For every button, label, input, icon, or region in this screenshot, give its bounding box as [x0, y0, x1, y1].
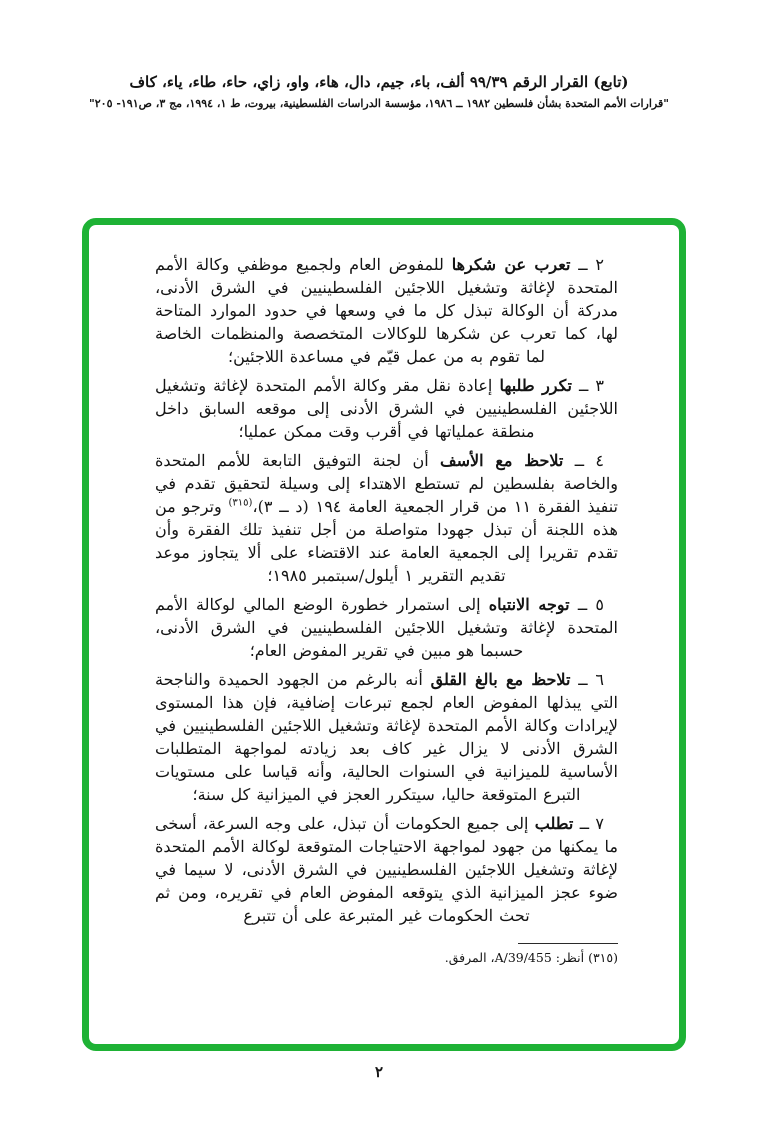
paragraph-number: ٤ ــ: [563, 451, 605, 470]
footnote-body: أنظر: A/39/455، المرفق.: [444, 950, 589, 965]
page-number: ٢: [374, 1063, 384, 1081]
paragraph-text: إلى جميع الحكومات أن تبذل، على وجه السرعة، أسخى ما يمكنها من جهود لمواجهة الاحتياجات المتوقعة لوكالة الأمم المتحدة لإغاثة وتشغيل اللاجئين الفلسطينيين في الشرق الأدنى، لا سيما في ضوء عجز الميزانية الذي يتوقعه المفوض العام في تقريره، ومن ثم تحث الحكومات غير المتبرعة على أن تتبرع: [155, 814, 619, 925]
footnote-marker: (٣١٥): [588, 950, 618, 965]
resolution-title: (تابع) القرار الرقم ٩٩/٣٩ ألف، باء، جيم، دال، هاء، واو، زاي، حاء، طاء، ياء، كاف: [129, 73, 629, 91]
paragraph-text: إعادة نقل مقر وكالة الأمم المتحدة لإغاثة وتشغيل اللاجئين الفلسطينيين في الشرق الأدنى إلى موقعه السابق داخل منطقة عملياتها في أقرب وقت ممكن عمليا؛: [155, 376, 618, 441]
paragraph-lead: تلاحظ مع الأسف: [440, 451, 564, 470]
paragraph-4: [155, 449, 618, 587]
paragraph-7: [155, 812, 618, 927]
paragraph-lead: تلاحظ مع بالغ القلق: [430, 670, 571, 689]
footnote-divider: [518, 943, 618, 944]
document-page: [0, 70, 758, 1148]
citation-line: "قرارات الأمم المتحدة بشأن فلسطين ١٩٨٢ ــ ١٩٨٦، مؤسسة الدراسات الفلسطينية، بيروت، ط ١، ١٩٩٤، مج ٣، ص١٩١- ٢٠٥": [89, 97, 669, 110]
page-header: [0, 70, 758, 114]
paragraph-text: أن لجنة التوفيق التابعة للأمم المتحدة والخاصة بفلسطين لم تستطع الاهتداء إلى وسيلة لتحقيق تقدم في تنفيذ الفقرة ١١ من قرار الجمعية العامة ١٩٤ (د ــ ٣)،: [155, 451, 618, 516]
paragraph-3: [155, 374, 618, 443]
paragraph-text: إلى استمرار خطورة الوضع المالي لوكالة الأمم المتحدة لإغاثة وتشغيل اللاجئين الفلسطينيين في الشرق الأدنى، حسبما هو مبين في تقرير المفوض العام؛: [155, 595, 618, 660]
green-border-frame: [82, 218, 686, 1051]
paragraph-number: ٢ ــ: [570, 255, 604, 274]
paragraph-number: ٦ ــ: [570, 670, 605, 689]
paragraph-lead: تعرب عن شكرها: [451, 255, 571, 274]
paragraph-lead: تكرر طلبها: [499, 376, 572, 395]
paragraph-6: [155, 668, 618, 806]
paragraph-5: [155, 593, 618, 662]
paragraph-2: [155, 253, 618, 368]
footnote-area: [155, 943, 618, 967]
paragraph-text: وترجو من هذه اللجنة أن تبذل جهودا متواصلة من أجل تنفيذ تلك الفقرة وأن تقدم تقريرا إلى الجمعية العامة عند الاقتضاء على ألا يتجاوز موعد تقديم التقرير ١ أيلول/سبتمبر ١٩٨٥؛: [155, 497, 618, 585]
paragraph-lead: توجه الانتباه: [488, 595, 570, 614]
paragraph-number: ٣ ــ: [571, 376, 605, 395]
resolution-body: [89, 225, 679, 967]
footnote-reference-315: (٣١٥): [228, 497, 253, 509]
paragraph-text: أنه بالرغم من الجهود الحميدة والناجحة التي يبذلها المفوض العام لجمع تبرعات إضافية، فإن هذا المستوى لإيرادات وكالة الأمم المتحدة لإغاثة وتشغيل اللاجئين الفلسطينيين في الشرق الأدنى لا يزال غير كاف بعد زيادته لمواجهة المتطلبات الأساسية للميزانية في السنوات الحالية، وأنه قياسا على مستويات التبرع المتوقعة حاليا، سيتكرر العجز في الميزانية كل سنة؛: [155, 670, 619, 804]
paragraph-lead: تطلب: [534, 814, 574, 833]
paragraph-number: ٥ ــ: [569, 595, 605, 614]
paragraph-number: ٧ ــ: [573, 814, 605, 833]
paragraph-text: للمفوض العام ولجميع موظفي وكالة الأمم المتحدة لإغاثة وتشغيل اللاجئين الفلسطينيين في الشرق الأدنى، مدركة أن الوكالة تبذل كل ما في وسعها في حدود الموارد المتاحة لها، كما تعرب عن شكرها للوكالات المتخصصة والمنظمات الخاصة لما تقوم به من عمل قيّم في مساعدة اللاجئين؛: [155, 255, 618, 366]
footnote-315: [155, 949, 618, 967]
